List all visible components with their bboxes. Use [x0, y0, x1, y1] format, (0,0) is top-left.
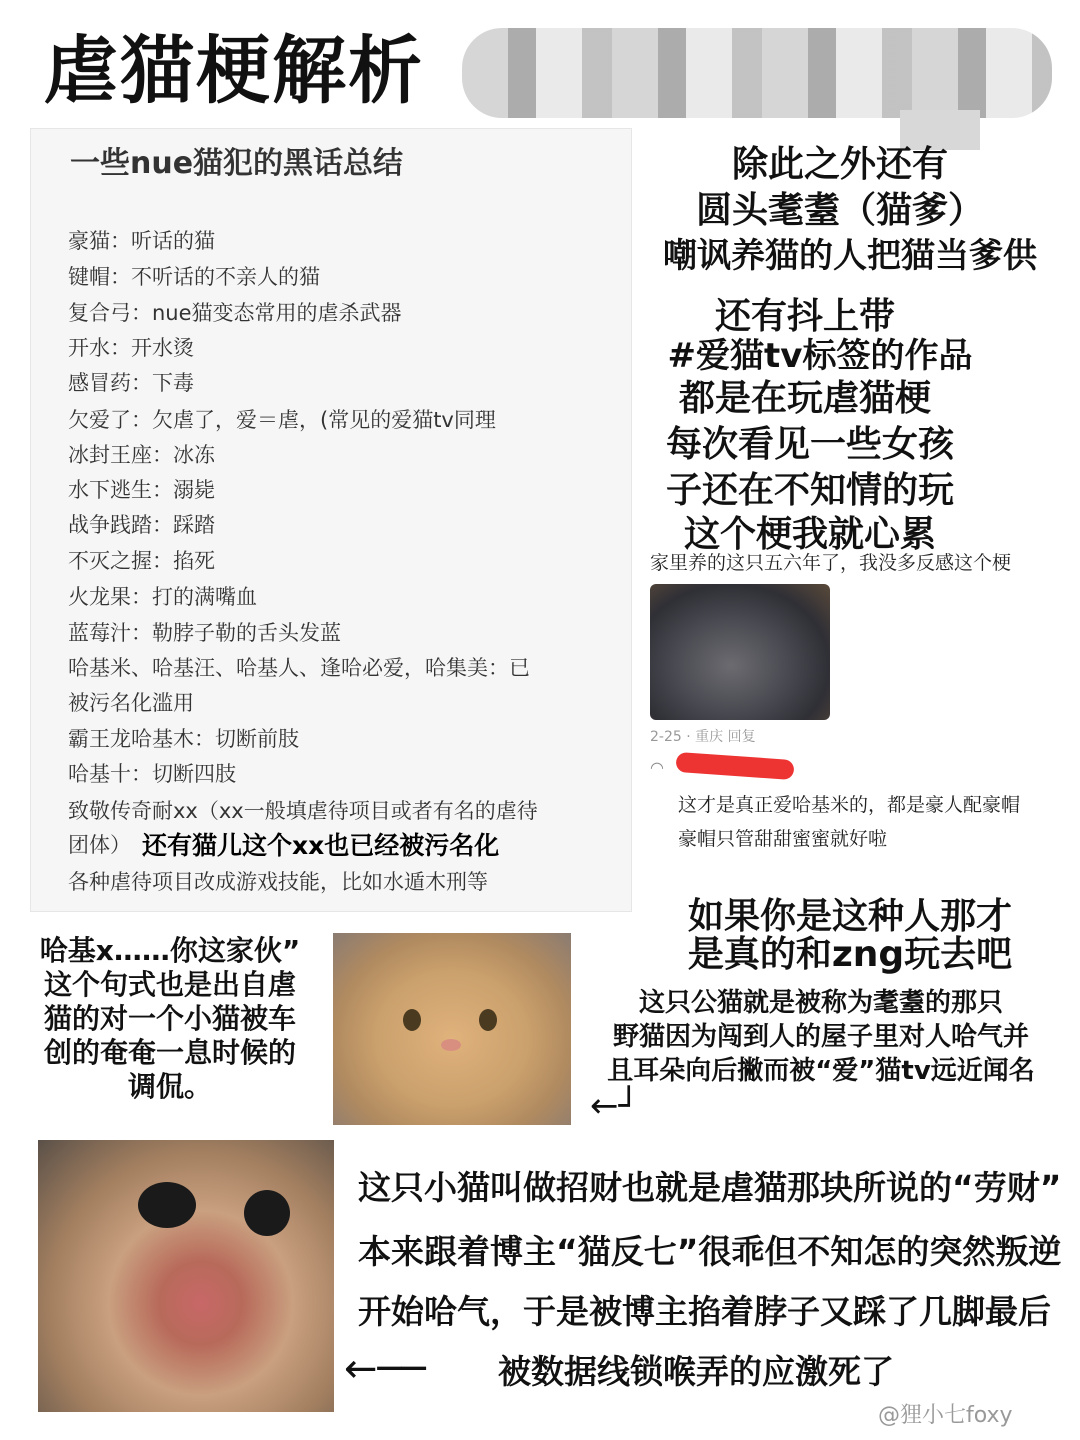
reply-text: 这才是真正爱哈基米的，都是豪人配豪帽 — [678, 794, 1021, 816]
note-line: 这只小猫叫做招财也就是虐猫那块所说的“劳财” — [358, 1168, 1062, 1207]
cat-eye — [403, 1009, 421, 1031]
blurred-region — [462, 28, 1052, 118]
arrow-left-icon: ←┘ — [590, 1086, 639, 1126]
hissing-kitten-photo — [38, 1140, 334, 1412]
note-line: 圆头耄耋（猫爹） — [695, 190, 984, 231]
note-line: 这只公猫就是被称为耄耋的那只 — [638, 988, 1003, 1018]
slang-line: 复合弓：nue猫变态常用的虐杀武器 — [68, 301, 402, 325]
note-line: 被数据线锁喉弄的应激死了 — [498, 1352, 894, 1391]
note-line: 是真的和zng玩去吧 — [687, 934, 1013, 975]
cat-eye — [479, 1009, 497, 1031]
slang-line: 火龙果：打的满嘴血 — [68, 585, 257, 609]
comment-photo — [650, 584, 830, 720]
comment-meta: 2-25 · 重庆 回复 — [650, 729, 756, 745]
comment-text: 家里养的这只五六年了，我没多反感这个梗 — [650, 552, 1012, 574]
note-line: 嘲讽养猫的人把猫当爹供 — [663, 236, 1037, 276]
watermark: @狸小七foxy — [878, 1403, 1013, 1428]
note-line: 如果你是这种人那才 — [687, 896, 1012, 937]
slang-card-title: 一些nue猫犯的黑话总结 — [70, 146, 404, 181]
note-line: 除此之外还有 — [731, 144, 948, 185]
redaction-mark — [675, 752, 794, 780]
note-line: 调侃。 — [127, 1070, 212, 1103]
note-line: 这个梗我就心累 — [683, 514, 936, 555]
slang-line: 冰封王座：冰冻 — [68, 443, 215, 467]
slang-line: 开水：开水烫 — [68, 336, 194, 360]
slang-line: 欠爱了：欠虐了，爱＝虐，(常见的爱猫tv同理 — [68, 408, 496, 432]
note-line: 哈基x……你这家伙” — [39, 934, 301, 967]
slang-line: 蓝莓汁：勒脖子勒的舌头发蓝 — [68, 621, 341, 645]
note-line: 这个句式也是出自虐 — [43, 968, 296, 1001]
slang-line: 各种虐待项目改成游戏技能，比如水遁木刑等 — [68, 870, 488, 894]
note-line: 且耳朵向后撇而被“爱”猫tv远近闻名 — [607, 1056, 1035, 1086]
cat-eye — [244, 1190, 290, 1236]
slang-line: 键帽：不听话的不亲人的猫 — [68, 265, 320, 289]
cat-nose — [441, 1039, 461, 1051]
note-line: 都是在玩虐猫梗 — [678, 378, 931, 419]
note-line: 猫的对一个小猫被车 — [43, 1002, 296, 1035]
slang-line: 感冒药：下毒 — [68, 371, 194, 395]
note-line: 创的奄奄一息时候的 — [43, 1036, 296, 1069]
slang-line: 霸王龙哈基木：切断前肢 — [68, 727, 299, 751]
cat-eye — [138, 1182, 196, 1228]
slang-line: 团体） — [68, 833, 131, 857]
note-line: #爱猫tv标签的作品 — [667, 336, 973, 376]
note-line: 子还在不知情的玩 — [665, 470, 954, 511]
note-line: 本来跟着博主“猫反七”很乖但不知怎的突然叛逆 — [358, 1232, 1062, 1271]
slang-line: 水下逃生：溺毙 — [68, 478, 215, 502]
orange-cat-photo — [333, 933, 571, 1125]
slang-line: 战争践踏：踩踏 — [68, 513, 215, 537]
arrow-left-icon: ←── — [344, 1346, 426, 1392]
slang-line: 哈基十：切断四肢 — [68, 762, 236, 786]
note-line: 野猫因为闯到人的屋子里对人哈气并 — [612, 1022, 1029, 1052]
reply-icon: ◠ — [650, 758, 664, 777]
slang-line: 豪猫：听话的猫 — [68, 229, 215, 253]
note-line: 还有抖上带 — [714, 296, 895, 337]
slang-line: 被污名化滥用 — [68, 691, 194, 715]
slang-line: 不灭之握：掐死 — [68, 549, 215, 573]
handwritten-overlay: 还有猫儿这个xx也已经被污名化 — [138, 826, 503, 862]
slang-line: 哈基米、哈基汪、哈基人、逢哈必爱，哈集美：已 — [68, 656, 530, 680]
note-line: 开始哈气，于是被博主掐着脖子又踩了几脚最后 — [358, 1292, 1051, 1331]
reply-text: 豪帽只管甜甜蜜蜜就好啦 — [678, 828, 888, 850]
note-line: 每次看见一些女孩 — [665, 424, 954, 465]
page-title: 虐猫梗解析 — [44, 28, 424, 114]
slang-line: 致敬传奇耐xx（xx一般填虐待项目或者有名的虐待 — [68, 799, 538, 823]
